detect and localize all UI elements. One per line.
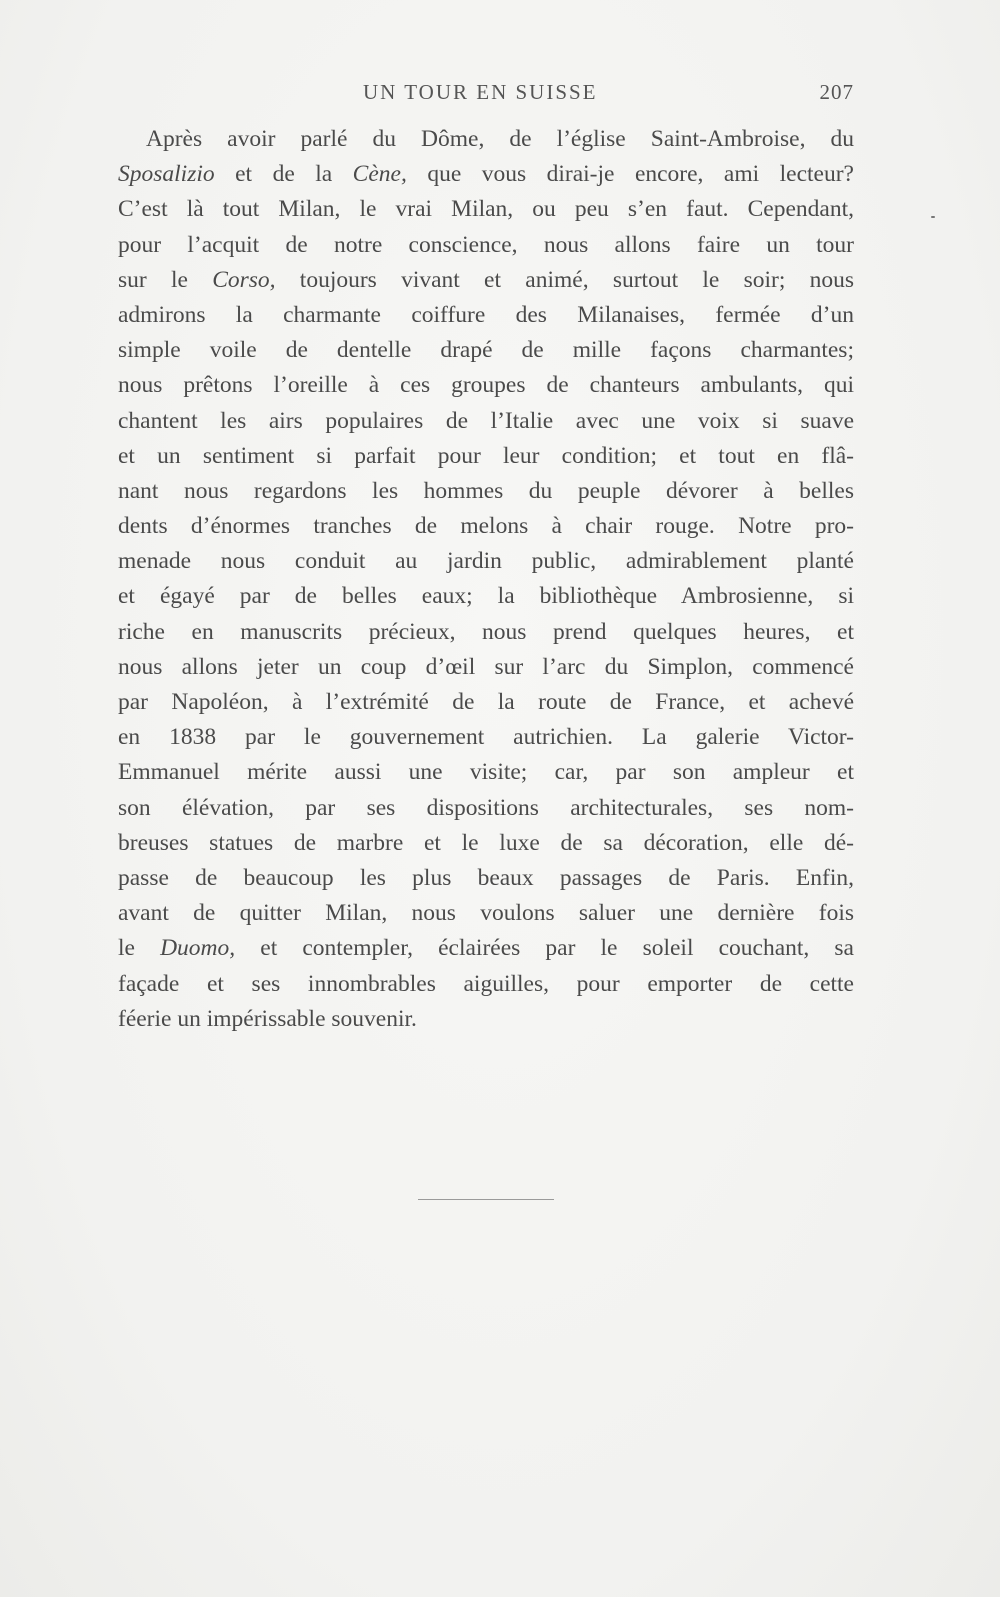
italic-term: Corso,: [212, 266, 276, 293]
running-head: [118, 76, 854, 106]
text-run: C’est là tout Milan, le vrai Milan, ou peu s’en faut. Cependant,: [118, 196, 854, 223]
text-line: [118, 615, 854, 650]
text-line: [118, 791, 854, 826]
text-run: son élévation, par ses dispositions architecturales, ses nom-: [118, 794, 854, 821]
text-line: [118, 544, 854, 579]
text-run: chantent les airs populaires de l’Italie avec une voix si suave: [118, 407, 854, 434]
text-run: pour l’acquit de notre conscience, nous allons faire un tour: [118, 231, 854, 258]
text-run: breuses statues de marbre et le luxe de sa décoration, elle dé-: [118, 829, 854, 856]
text-run: et de la: [214, 161, 353, 188]
text-run: et égayé par de belles eaux; la bibliothèque Ambrosienne, si: [118, 583, 854, 610]
text-run: admirons la charmante coiffure des Milanaises, fermée d’un: [118, 301, 854, 328]
text-line: [118, 1002, 854, 1037]
text-line: [118, 192, 854, 227]
text-run: par Napoléon, à l’extrémité de la route de France, et achevé: [118, 689, 854, 715]
text-run: sur le: [118, 266, 213, 293]
text-line: [118, 474, 854, 509]
body-paragraph: [118, 122, 854, 1037]
text-run: le: [118, 935, 161, 962]
text-run: féerie un impérissable souvenir.: [118, 1005, 417, 1032]
page-number: 207: [819, 80, 854, 104]
text-line: [118, 720, 854, 755]
text-line: [118, 333, 854, 368]
italic-term: Cène,: [352, 161, 407, 188]
text-run: que vous dirai-je encore, ami lecteur?: [406, 161, 854, 188]
text-line: [118, 368, 854, 403]
text-run: passe de beaucoup les plus beaux passages de Paris. Enfin,: [118, 864, 854, 891]
text-line: [118, 896, 854, 931]
text-line: [118, 439, 854, 474]
text-line: [118, 861, 854, 896]
text-line: [118, 509, 854, 544]
italic-term: Duomo,: [160, 935, 236, 962]
text-line: [118, 404, 854, 439]
text-run: toujours vivant et animé, surtout le soir; nous: [275, 266, 854, 293]
text-line: [118, 298, 854, 333]
ink-speck: [931, 216, 935, 218]
running-title: UN TOUR EN SUISSE: [363, 80, 598, 104]
text-line: [118, 755, 854, 790]
text-run: Après avoir parlé du Dôme, de l’église Saint-Ambroise, du: [146, 126, 854, 152]
text-run: nant nous regardons les hommes du peuple dévorer à belles: [118, 477, 854, 504]
text-run: et un sentiment si parfait pour leur condition; et tout en flâ-: [118, 442, 854, 469]
text-run: en 1838 par le gouvernement autrichien. La galerie Victor-: [118, 724, 854, 751]
text-line: [118, 931, 854, 966]
text-line: [118, 263, 854, 298]
text-line: [118, 157, 854, 192]
text-run: façade et ses innombrables aiguilles, pour emporter de cette: [118, 970, 854, 997]
text-run: Emmanuel mérite aussi une visite; car, par son ampleur et: [118, 759, 854, 786]
text-run: menade nous conduit au jardin public, admirablement planté: [118, 548, 854, 575]
text-run: nous prêtons l’oreille à ces groupes de chanteurs ambulants, qui: [118, 372, 854, 399]
end-rule: [418, 1199, 554, 1200]
text-line: [118, 579, 854, 614]
text-run: nous allons jeter un coup d’œil sur l’arc du Simplon, commencé: [118, 653, 854, 680]
text-run: avant de quitter Milan, nous voulons saluer une dernière fois: [118, 900, 854, 927]
text-run: et contempler, éclairées par le soleil couchant, sa: [235, 935, 854, 962]
text-line: [118, 122, 854, 157]
text-run: riche en manuscrits précieux, nous prend quelques heures, et: [118, 618, 854, 645]
italic-term: Sposalizio: [118, 161, 215, 188]
text-run: dents d’énormes tranches de melons à chair rouge. Notre pro-: [118, 513, 854, 540]
text-line: [118, 967, 854, 1002]
text-line: [118, 650, 854, 685]
text-line: [118, 228, 854, 263]
text-line: [118, 826, 854, 861]
text-run: simple voile de dentelle drapé de mille façons charmantes;: [118, 337, 854, 364]
text-line: [118, 685, 854, 720]
